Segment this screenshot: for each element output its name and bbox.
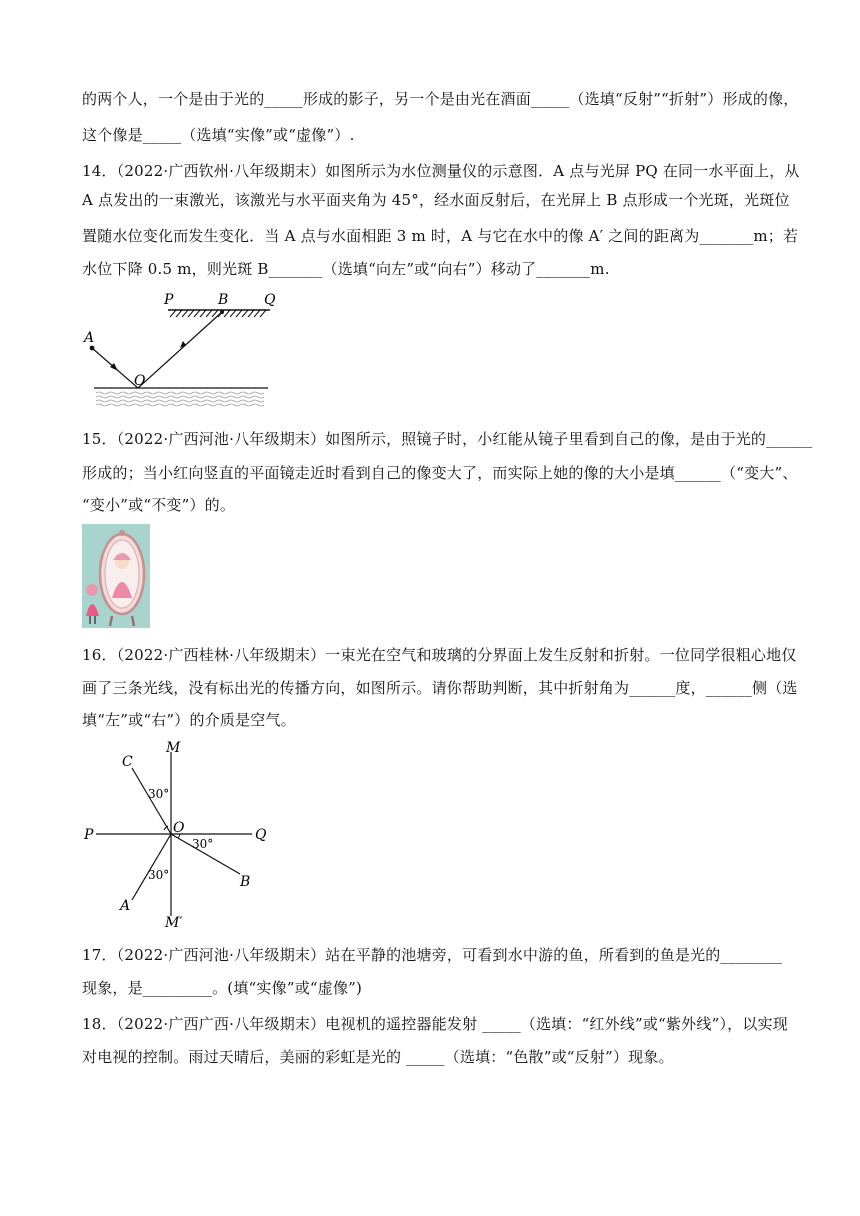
intro-line-1: 的两个人，一个是由于光的_____形成的影子，另一个是由光在酒面_____（选填“反射”“折射”）形成的像， bbox=[82, 90, 799, 108]
q16-line-3: 填“左”或“右”）的介质是空气。 bbox=[82, 711, 296, 729]
q16-line-1: 16．（2022·广西桂林·八年级期末）一束光在空气和玻璃的分界面上发生反射和折射。一位同学很粗心地仅 bbox=[82, 646, 797, 664]
q16-line-2: 画了三条光线，没有标出光的传播方向，如图所示。请你帮助判断，其中折射角为______度，______侧（选 bbox=[82, 679, 798, 697]
q15-line-3: “变小”或“不变”）的。 bbox=[82, 496, 236, 514]
q18-line-1: 18．（2022·广西广西·八年级期末）电视机的遥控器能发射 _____（选填：“红外线”或“紫外线”），以实现 bbox=[82, 1015, 788, 1033]
label-a: A bbox=[120, 898, 131, 914]
q14-water-level-figure bbox=[80, 288, 280, 413]
label-b: B bbox=[218, 292, 229, 308]
label-c: C bbox=[122, 754, 133, 770]
label-b: B bbox=[240, 874, 251, 890]
q14-line-3: 置随水位变化而发生变化．当 A 点与水面相距 3 m 时，A 与它在水中的像 A′ 之间的距离为_______m；若 bbox=[82, 227, 799, 245]
q14-line-2: A 点发出的一束激光，该激光与水平面夹角为 45°，经水面反射后，在光屏上 B 点形成一个光斑，光斑位 bbox=[82, 191, 790, 209]
label-o: O bbox=[173, 820, 185, 836]
label-p: P bbox=[84, 827, 94, 843]
q16-refraction-diagram bbox=[80, 738, 280, 930]
ray-oc bbox=[132, 768, 171, 834]
angle-label-bottom: 30° bbox=[148, 868, 170, 882]
label-q: Q bbox=[255, 827, 267, 843]
water-texture bbox=[96, 392, 264, 406]
intro-line-2: 这个像是_____（选填“实像”或“虚像”）. bbox=[82, 126, 355, 144]
q17-line-1: 17．（2022·广西河池·八年级期末）站在平静的池塘旁，可看到水中游的鱼，所看到的鱼是光的________ bbox=[82, 946, 783, 964]
point-b-dot bbox=[220, 310, 224, 314]
label-m-prime: M′ bbox=[165, 915, 183, 930]
q14-line-1: 14．（2022·广西钦州·八年级期末）如图所示为水位测量仪的示意图．A 点与光屏 PQ 在同一水平面上，从 bbox=[82, 162, 800, 180]
label-q: Q bbox=[264, 292, 276, 308]
angle-label-right: 30° bbox=[192, 837, 214, 851]
label-a: A bbox=[84, 330, 95, 346]
point-a-dot bbox=[90, 346, 95, 351]
q15-line-1: 15．（2022·广西河池·八年级期末）如图所示，照镜子时，小红能从镜子里看到自己的像，是由于光的______ bbox=[82, 430, 813, 448]
label-m: M bbox=[166, 740, 181, 756]
q15-mirror-illustration bbox=[82, 524, 150, 628]
q18-line-2: 对电视的控制。雨过天晴后，美丽的彩虹是光的 _____（选填：“色散”或“反射”）现象。 bbox=[82, 1048, 674, 1066]
reflected-ray bbox=[138, 312, 222, 388]
angle-label-top: 30° bbox=[148, 787, 170, 801]
label-o: O bbox=[134, 373, 146, 389]
q14-line-4: 水位下降 0.5 m，则光斑 B_______（选填“向左”或“向右”）移动了_______m. bbox=[82, 260, 610, 278]
label-p: P bbox=[164, 292, 174, 308]
ray-oa bbox=[132, 834, 171, 900]
q17-line-2: 现象，是_________。(填“实像”或“虚像”) bbox=[82, 979, 363, 997]
q15-line-2: 形成的；当小红向竖直的平面镜走近时看到自己的像变大了，而实际上她的像的大小是填______（“变大”、 bbox=[82, 464, 798, 482]
